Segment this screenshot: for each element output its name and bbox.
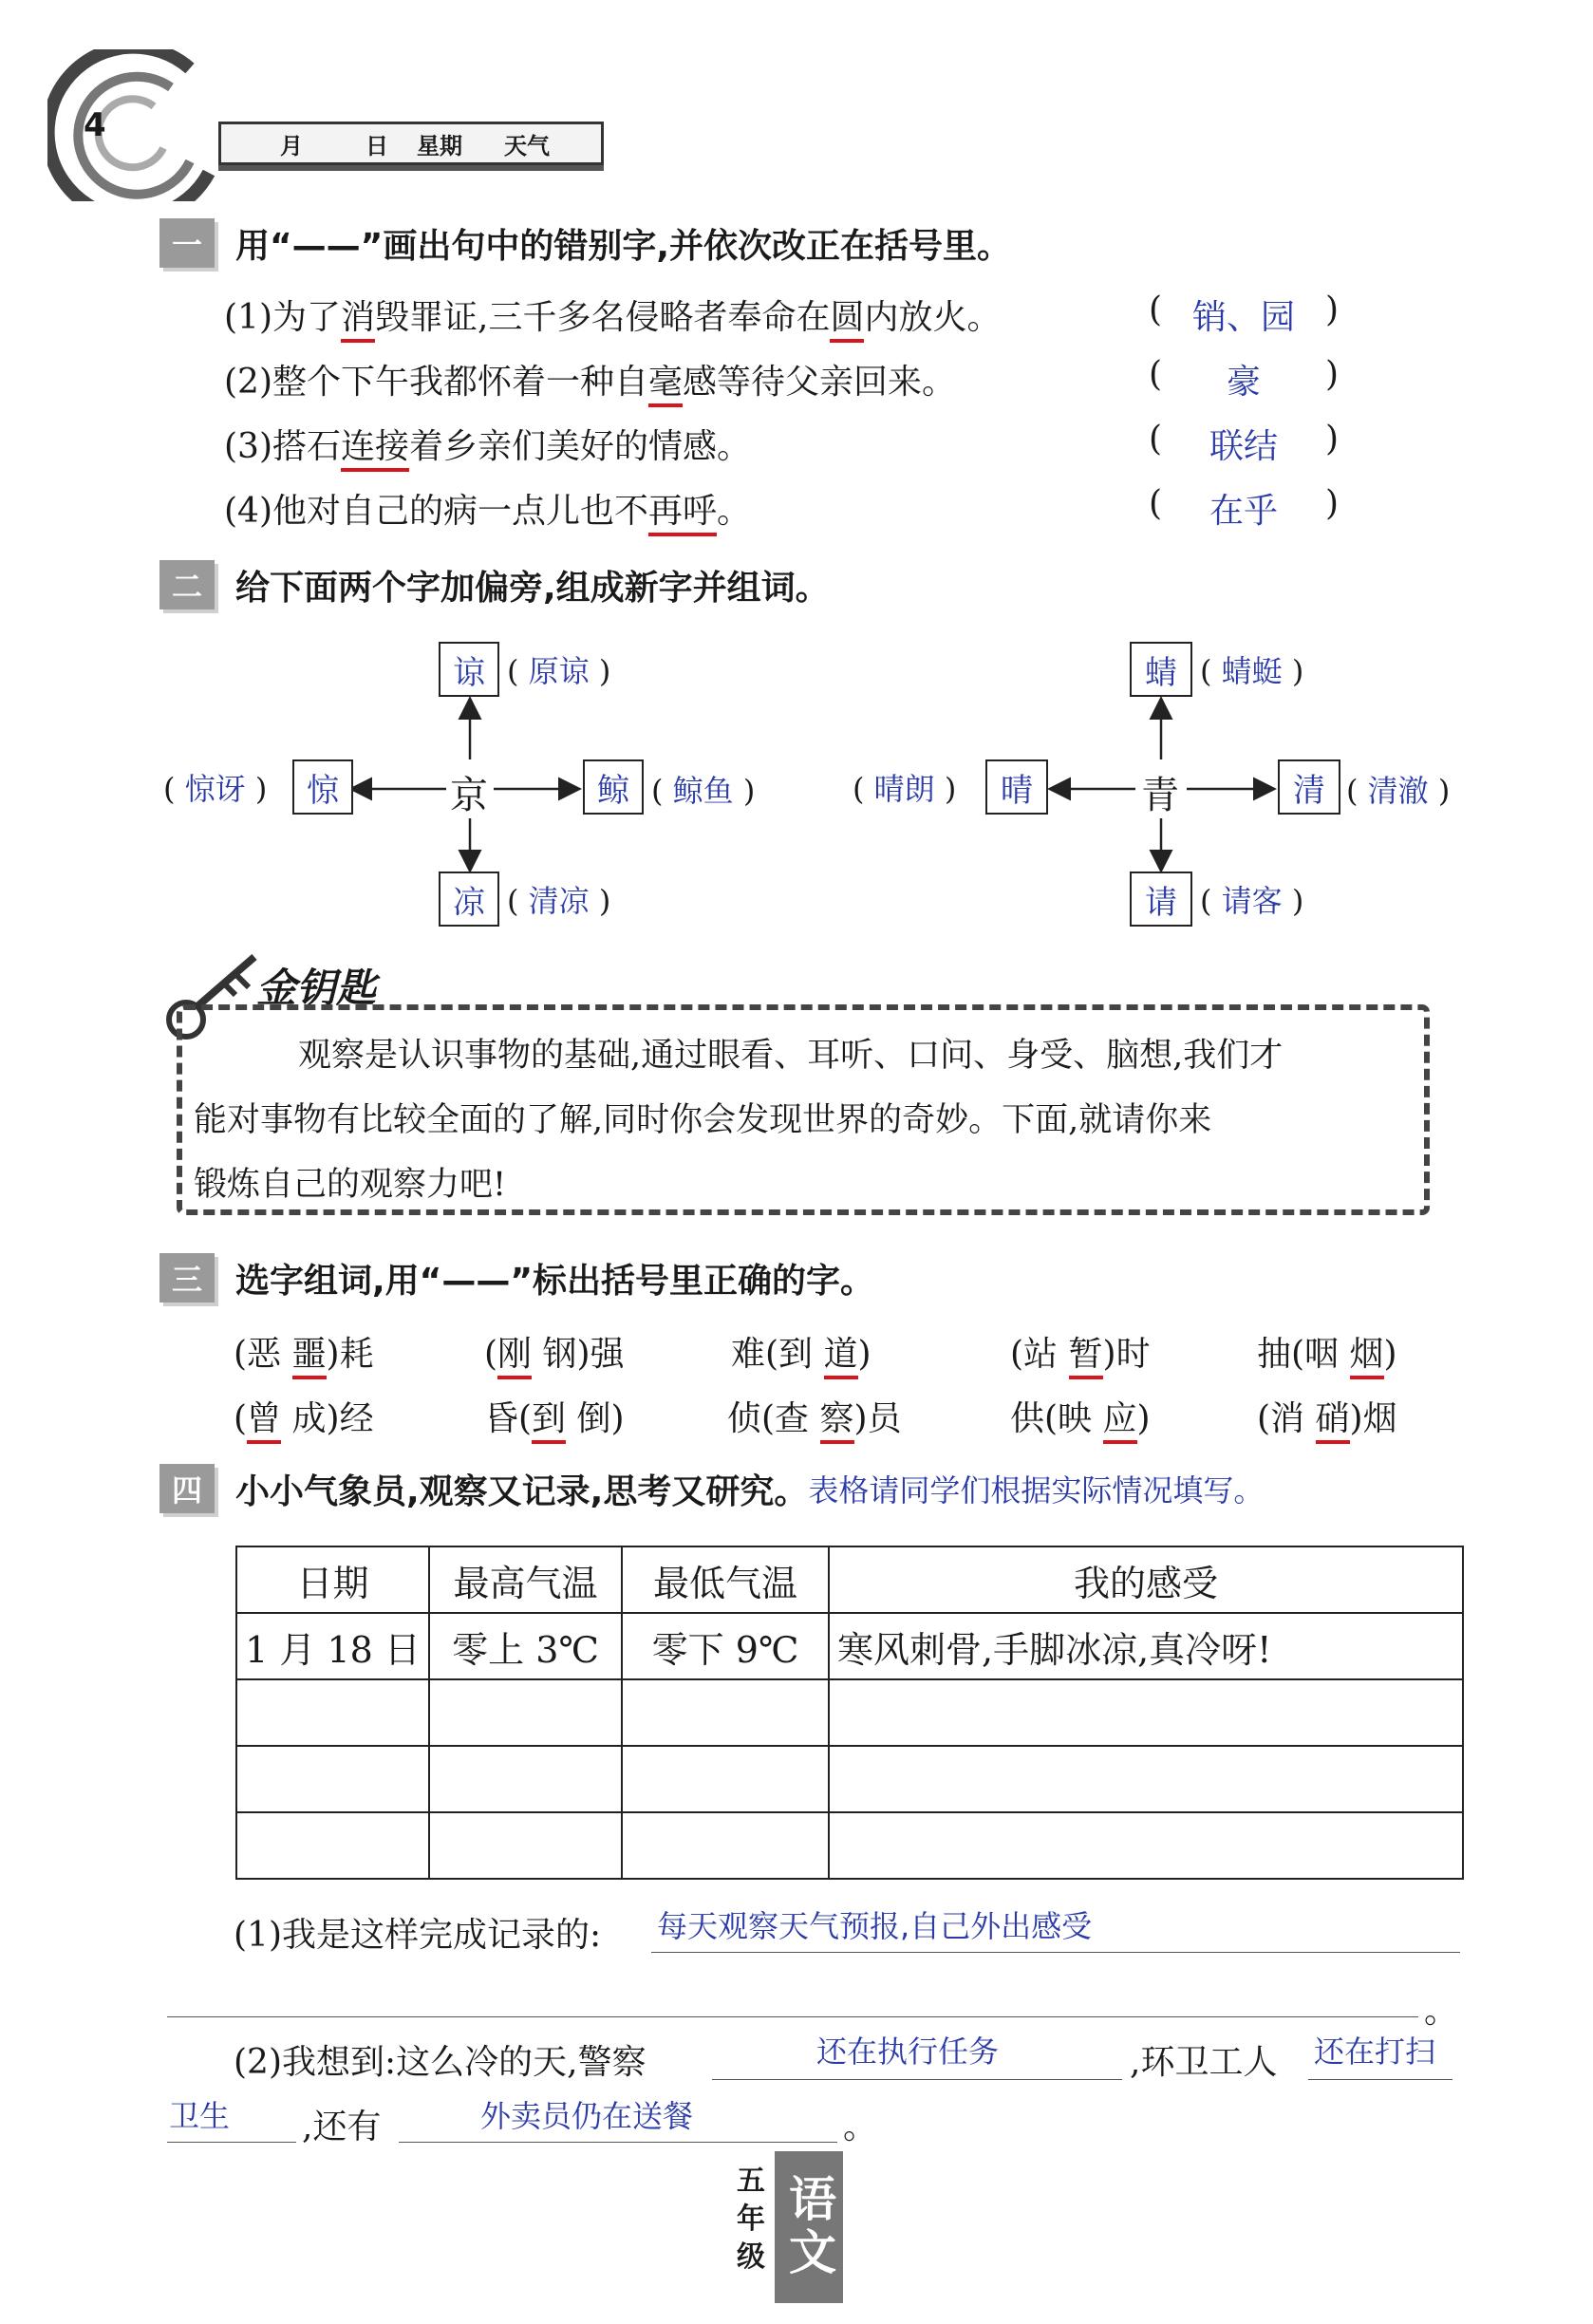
section3-title: 选字组词,用“——”标出括号里正确的字。 (235, 1261, 874, 1301)
cell: 1 月 18 日 (236, 1613, 429, 1679)
word-up-left[interactable]: ( 原谅 ) (507, 653, 611, 689)
section4-note: 表格请同学们根据实际情况填写。 (808, 1472, 1265, 1509)
s3-item-2-5[interactable]: (消 硝)烟 (1257, 1392, 1397, 1440)
word-left-left[interactable]: ( 惊讶 ) (163, 771, 268, 807)
cell: 寒风刺骨,手脚冰凉,真冷呀! (829, 1613, 1463, 1679)
th-low: 最低气温 (622, 1546, 829, 1613)
s3-item-1-4[interactable]: (站 暂)时 (1010, 1327, 1151, 1376)
q2-mid2: ,还有 (302, 2108, 382, 2146)
s1-answer-2[interactable]: ( 豪 ) (1149, 355, 1339, 402)
box-down-left[interactable]: 凉 (439, 872, 499, 927)
s1-answer-4[interactable]: ( 在乎 ) (1149, 484, 1339, 531)
s1-item-4: (4)他对自己的病一点儿也不再呼。 (224, 484, 751, 533)
box-left-right[interactable]: 晴 (985, 759, 1048, 815)
box-right-left[interactable]: 鲸 (583, 759, 644, 815)
table-row[interactable] (236, 1812, 1463, 1879)
box-left-left[interactable]: 惊 (292, 759, 353, 815)
th-high: 最高气温 (429, 1546, 622, 1613)
center-char-jing: 京 (450, 774, 488, 817)
th-date: 日期 (236, 1546, 429, 1613)
q1-answer[interactable]: 每天观察天气预报,自己外出感受 (657, 1908, 1093, 1944)
q2-blank-other (399, 2142, 837, 2143)
q1-blank-line-2 (167, 2016, 1418, 2017)
s1-answer-1[interactable]: ( 销、园 ) (1149, 290, 1339, 337)
q2-label: (2)我想到:这么冷的天,警察 (234, 2043, 647, 2082)
table-row[interactable] (236, 1746, 1463, 1812)
section4-badge: 四 (159, 1464, 215, 1513)
q1-label: (1)我是这样完成记录的: (234, 1916, 602, 1955)
month-label: 月 (280, 132, 303, 159)
s3-item-1-1[interactable]: (恶 噩)耗 (234, 1327, 374, 1376)
q2-blank-cleaner-2 (167, 2142, 296, 2143)
footer-subject: 语文 (775, 2151, 843, 2303)
s1-answer-3[interactable]: ( 联结 ) (1149, 420, 1339, 466)
cell: 零上 3℃ (429, 1613, 622, 1679)
s1-item-1: (1)为了消毁罪证,三千多名侵略者奉命在圆内放火。 (224, 290, 1002, 339)
word-right-left[interactable]: ( 鲸鱼 ) (651, 773, 756, 809)
q2-mid: ,环卫工人 (1130, 2043, 1278, 2082)
s3-item-2-2[interactable]: 昏(到 倒) (484, 1392, 625, 1440)
q2-answer-cleaner-a[interactable]: 还在打扫 (1314, 2034, 1436, 2070)
s3-item-1-5[interactable]: 抽(咽 烟) (1257, 1327, 1397, 1376)
section4-title: 小小气象员,观察又记录,思考又研究。 (235, 1471, 809, 1511)
section1-badge: 一 (159, 218, 215, 268)
section2-badge: 二 (159, 560, 215, 609)
q2-answer-other[interactable]: 外卖员仍在送餐 (480, 2098, 694, 2134)
s3-item-2-3[interactable]: 侦(查 察)员 (727, 1392, 902, 1440)
section3-badge: 三 (159, 1253, 215, 1303)
center-char-qing: 青 (1141, 774, 1179, 817)
s1-item-2: (2)整个下午我都怀着一种自毫感等待父亲回来。 (224, 355, 956, 403)
q2-answer-police[interactable]: 还在执行任务 (816, 2034, 1000, 2070)
section1-title: 用“——”画出句中的错别字,并依次改正在括号里。 (235, 226, 1011, 266)
box-down-right[interactable]: 请 (1130, 872, 1192, 927)
s3-item-2-1[interactable]: (曾 成)经 (234, 1392, 374, 1440)
word-down-right[interactable]: ( 请客 ) (1200, 883, 1304, 919)
table-row (236, 1613, 1463, 1679)
q1-blank-line (651, 1952, 1460, 1953)
box-up-right[interactable]: 蜻 (1130, 642, 1192, 697)
box-up-left[interactable]: 谅 (439, 642, 499, 697)
s3-item-1-2[interactable]: (刚 钢)强 (484, 1327, 625, 1376)
word-up-right[interactable]: ( 蜻蜓 ) (1200, 653, 1304, 689)
table-header-row (236, 1546, 1463, 1613)
page-number: 4 (84, 106, 106, 144)
section4-heading (159, 1462, 1264, 1515)
q2-blank-police (712, 2079, 1122, 2080)
golden-key-title: 金钥匙 (256, 965, 377, 1011)
q2-period: 。 (843, 2108, 878, 2146)
word-left-right[interactable]: ( 晴朗 ) (853, 771, 957, 807)
cell: 零下 9℃ (622, 1613, 829, 1679)
weather-record-table (235, 1546, 1464, 1880)
s3-item-1-3[interactable]: 难(到 道) (731, 1327, 871, 1376)
q2-blank-cleaner (1308, 2079, 1452, 2080)
table-row[interactable] (236, 1679, 1463, 1746)
word-down-left[interactable]: ( 清凉 ) (507, 883, 611, 919)
golden-key-line3: 锻炼自己的观察力吧! (194, 1166, 507, 1204)
section2-title: 给下面两个字加偏旁,组成新字并组词。 (235, 568, 830, 608)
golden-key-line1: 观察是认识事物的基础,通过眼看、耳听、口问、身受、脑想,我们才 (298, 1037, 1284, 1075)
box-right-right[interactable]: 清 (1278, 759, 1340, 815)
week-label: 星期 (417, 132, 462, 159)
q2-answer-cleaner-b[interactable]: 卫生 (169, 2098, 231, 2134)
golden-key-line2: 能对事物有比较全面的了解,同时你会发现世界的奇妙。下面,就请你来 (194, 1101, 1212, 1139)
section3-heading (159, 1251, 874, 1304)
word-right-right[interactable]: ( 清澈 ) (1346, 773, 1451, 809)
footer-grade: 五年级 (737, 2165, 765, 2274)
th-feeling: 我的感受 (829, 1546, 1463, 1613)
weather-label: 天气 (504, 132, 550, 159)
s3-item-2-4[interactable]: 供(映 应) (1010, 1392, 1151, 1440)
day-label: 日 (365, 132, 388, 159)
s1-item-3: (3)搭石连接着乡亲们美好的情感。 (224, 420, 751, 468)
q1-period: 。 (1424, 1992, 1459, 2031)
